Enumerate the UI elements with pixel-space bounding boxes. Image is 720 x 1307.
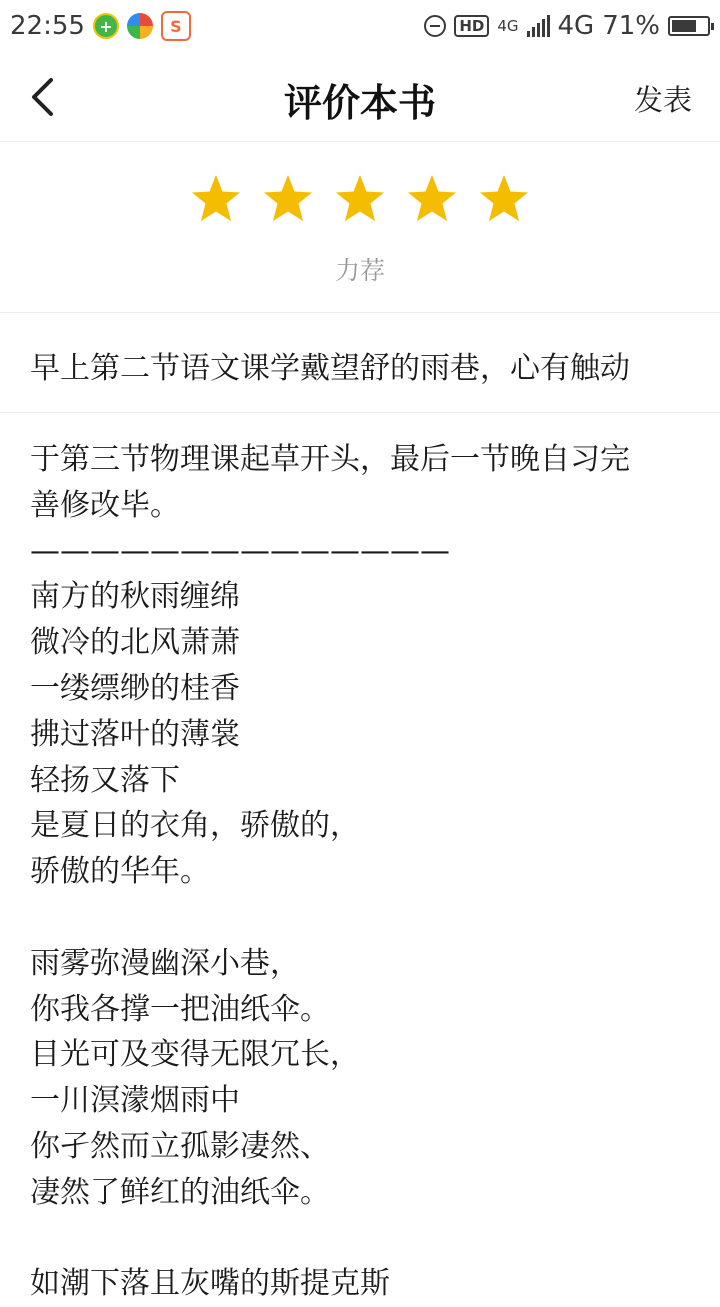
review-content-line: 骄傲的华年。 [30, 854, 210, 890]
hd-badge: HD [454, 15, 489, 37]
status-left [10, 11, 191, 41]
review-title-section[interactable] [0, 313, 720, 413]
status-bar [0, 0, 720, 52]
star-icon[interactable] [334, 173, 386, 225]
do-not-disturb-icon [424, 15, 446, 37]
signal-icon [527, 15, 550, 37]
page-title: 评价本书 [283, 80, 436, 125]
review-content-line: 你我各撑一把油纸伞。 [30, 991, 330, 1027]
rating-label: 力荐 [334, 256, 385, 285]
review-content-line: 于第三节物理课起草开头，最后一节晚自习完 [30, 442, 630, 477]
review-title-input[interactable]: 早上第二节语文课学戴望舒的雨巷，心有触动 [30, 351, 630, 386]
star-rating[interactable] [0, 173, 720, 225]
review-content-line: 轻扬又落下 [30, 762, 180, 798]
star-icon[interactable] [478, 173, 530, 225]
status-right [424, 11, 710, 41]
app-colorful-icon [127, 13, 153, 39]
publish-button[interactable]: 发表 [633, 83, 692, 117]
app-sina-icon: S [161, 11, 191, 41]
review-content-line: 你孑然而立孤影凄然、 [30, 1128, 330, 1164]
review-content-line: 南方的秋雨缠绵 [30, 579, 240, 615]
review-content-line: 一缕缥缈的桂香 [30, 670, 240, 706]
network-label: 4G [557, 11, 595, 41]
review-content-line: 凄然了鲜红的油纸伞。 [30, 1174, 330, 1210]
nav-bar [0, 52, 720, 142]
network-small-label: 4G [497, 16, 519, 35]
battery-fill [672, 20, 696, 32]
review-content-line: 如潮下落且灰嘴的斯提克斯 [30, 1266, 390, 1302]
battery-icon [668, 16, 710, 36]
review-content-line: 雨雾弥漫幽深小巷， [30, 945, 300, 981]
star-icon[interactable] [406, 173, 458, 225]
battery-percent: 71% [602, 11, 660, 41]
review-content-input[interactable] [30, 437, 690, 1307]
review-content-line: 是夏日的衣角，骄傲的， [30, 808, 360, 844]
review-content-line [30, 895, 690, 941]
rating-section [0, 143, 720, 313]
review-content-line: 拂过落叶的薄裳 [30, 716, 240, 752]
star-icon[interactable] [262, 173, 314, 225]
app-360-icon: + [93, 13, 119, 39]
status-time: 22:55 [10, 11, 85, 41]
review-content-line: —————————————— [30, 533, 450, 569]
review-content-line: 一川溟濛烟雨中 [30, 1083, 240, 1119]
review-content-line: 目光可及变得无限冗长， [30, 1037, 360, 1073]
review-content-line: 微冷的北风萧萧 [30, 625, 240, 661]
review-content-line [30, 1216, 690, 1262]
review-content-line: 善修改毕。 [30, 487, 180, 523]
star-icon[interactable] [190, 173, 242, 225]
